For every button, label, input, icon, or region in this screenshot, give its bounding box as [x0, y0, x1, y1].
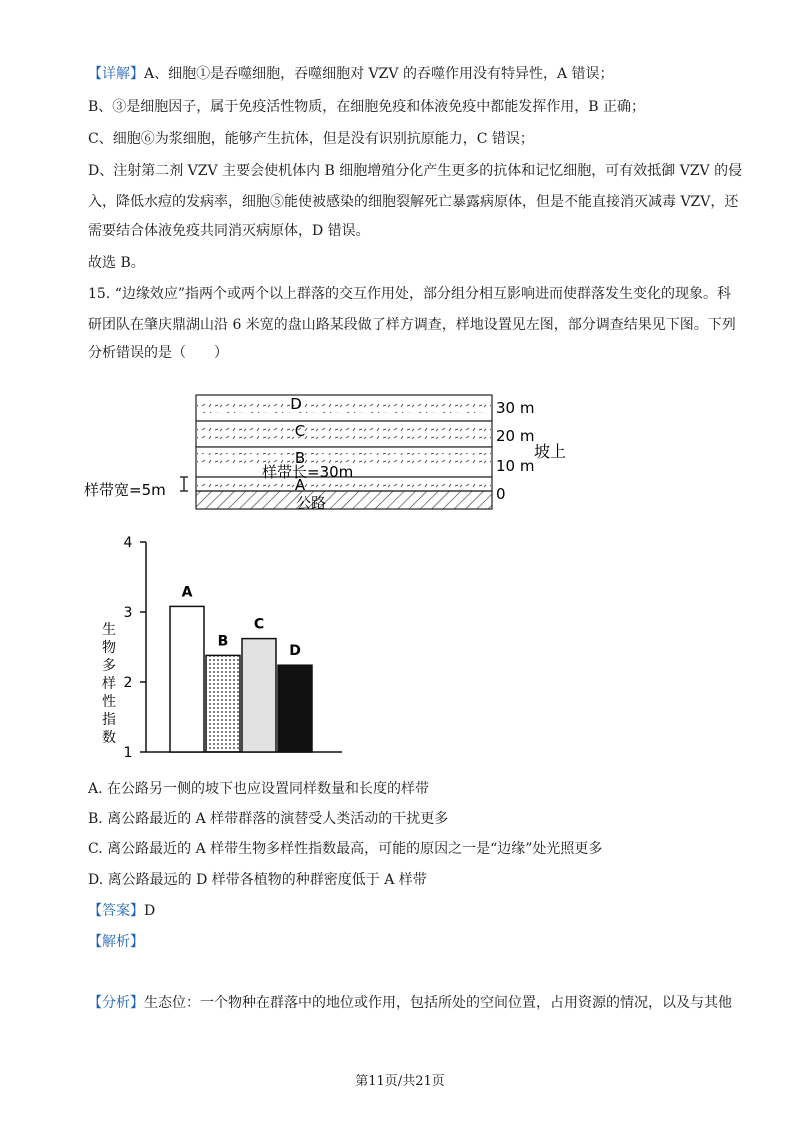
- detail-a-line: [88, 64, 740, 84]
- strip-label-a: A: [294, 476, 306, 494]
- road-hatch: [196, 491, 492, 509]
- y-tick-label: 3: [123, 605, 133, 621]
- fenxi-text: 生态位：一个物种在群落中的地位或作用，包括所处的空间位置，占用资源的情况，以及与其他: [144, 995, 732, 1011]
- strip-label-d: D: [290, 395, 302, 413]
- detail-a-text: A、细胞①是吞噬细胞，吞噬细胞对 VZV 的吞噬作用没有特异性，A 错误；: [144, 66, 614, 82]
- option-d: D. 离公路最远的 D 样带各植物的种群密度低于 A 样带: [88, 872, 427, 888]
- question-line-3: 分析错误的是（ ）: [88, 345, 228, 361]
- detail-b-line: B、③是细胞因子，属于免疫活性物质，在细胞免疫和体液免疫中都能发挥作用，B 正确；: [88, 99, 646, 115]
- plot-layout-diagram: [80, 385, 600, 525]
- bar-a: [170, 606, 204, 752]
- detail-bracket: 【详解】: [88, 66, 144, 82]
- option-b: B. 离公路最近的 A 样带群落的演替受人类活动的干扰更多: [88, 811, 449, 827]
- detail-d-line-3: 需要结合体液免疫共同消灭病原体，D 错误。: [88, 223, 370, 239]
- answer-value: D: [144, 903, 156, 919]
- bar-c: [242, 639, 276, 752]
- detail-c-line: C、细胞⑥为浆细胞，能够产生抗体，但是没有识别抗原能力，C 错误；: [88, 131, 534, 147]
- height-0: 0: [496, 485, 506, 503]
- strip-label-c: C: [294, 422, 306, 440]
- option-a: A. 在公路另一侧的坡下也应设置同样数量和长度的样带: [88, 781, 430, 797]
- question-line-1: 15. “边缘效应”指两个或两个以上群落的交互作用处，部分组分相互影响进而使群落发生变化的现象。科: [88, 286, 732, 302]
- conclusion: 故选 B。: [88, 255, 145, 271]
- fenxi-bracket: 【分析】: [88, 995, 144, 1011]
- analysis-line: [88, 932, 740, 952]
- height-20: 20 m: [496, 427, 535, 445]
- y-tick-label: 4: [123, 535, 133, 551]
- bar-label-d: D: [289, 643, 301, 660]
- strip-c-texture: [197, 427, 491, 439]
- bar-d: [278, 665, 312, 752]
- bar-label-b: B: [217, 633, 229, 650]
- strip-width-label: 样带宽=5m: [84, 481, 166, 499]
- road-label: 公路: [296, 494, 327, 512]
- answer-line: [88, 901, 740, 921]
- height-10: 10 m: [496, 457, 535, 475]
- detail-d-line-2: 入，降低水痘的发病率，细胞⑤能使被感染的细胞裂解死亡暴露病原体，但是不能直接消灭减毒 VZV，还: [88, 194, 739, 210]
- analysis-bracket: 【解析】: [88, 934, 144, 950]
- slope-label: 坡上: [534, 442, 567, 461]
- question-line-2: 研团队在肇庆鼎湖山沿 6 米宽的盘山路某段做了样方调查，样地设置见左图，部分调查结果见下图。下列: [88, 317, 736, 333]
- detail-d-line-1: D、注射第二剂 VZV 主要会使机体内 B 细胞增殖分化产生更多的抗体和记忆细胞，可有效抵御 VZV 的侵: [88, 163, 743, 179]
- bar-b: [206, 655, 240, 752]
- y-tick-label: 2: [123, 675, 133, 691]
- strip-length-label: 样带长=30m: [262, 463, 354, 481]
- bar-label-c: C: [253, 616, 265, 633]
- height-30: 30 m: [496, 399, 535, 417]
- option-c: C. 离公路最近的 A 样带生物多样性指数最高，可能的原因之一是“边缘”处光照更多: [88, 841, 603, 857]
- strip-d-texture: [197, 401, 491, 413]
- y-axis-label: 生物多样性指数: [102, 622, 116, 746]
- strip-a-texture: [197, 480, 491, 488]
- page-footer: 第11页/共21页: [355, 1074, 445, 1089]
- fenxi-line: [88, 993, 740, 1013]
- strip-label-b: B: [294, 449, 306, 467]
- bar-label-a: A: [181, 584, 193, 601]
- diversity-bar-chart: [80, 530, 380, 770]
- answer-bracket: 【答案】: [88, 903, 144, 919]
- y-tick-label: 1: [123, 745, 133, 761]
